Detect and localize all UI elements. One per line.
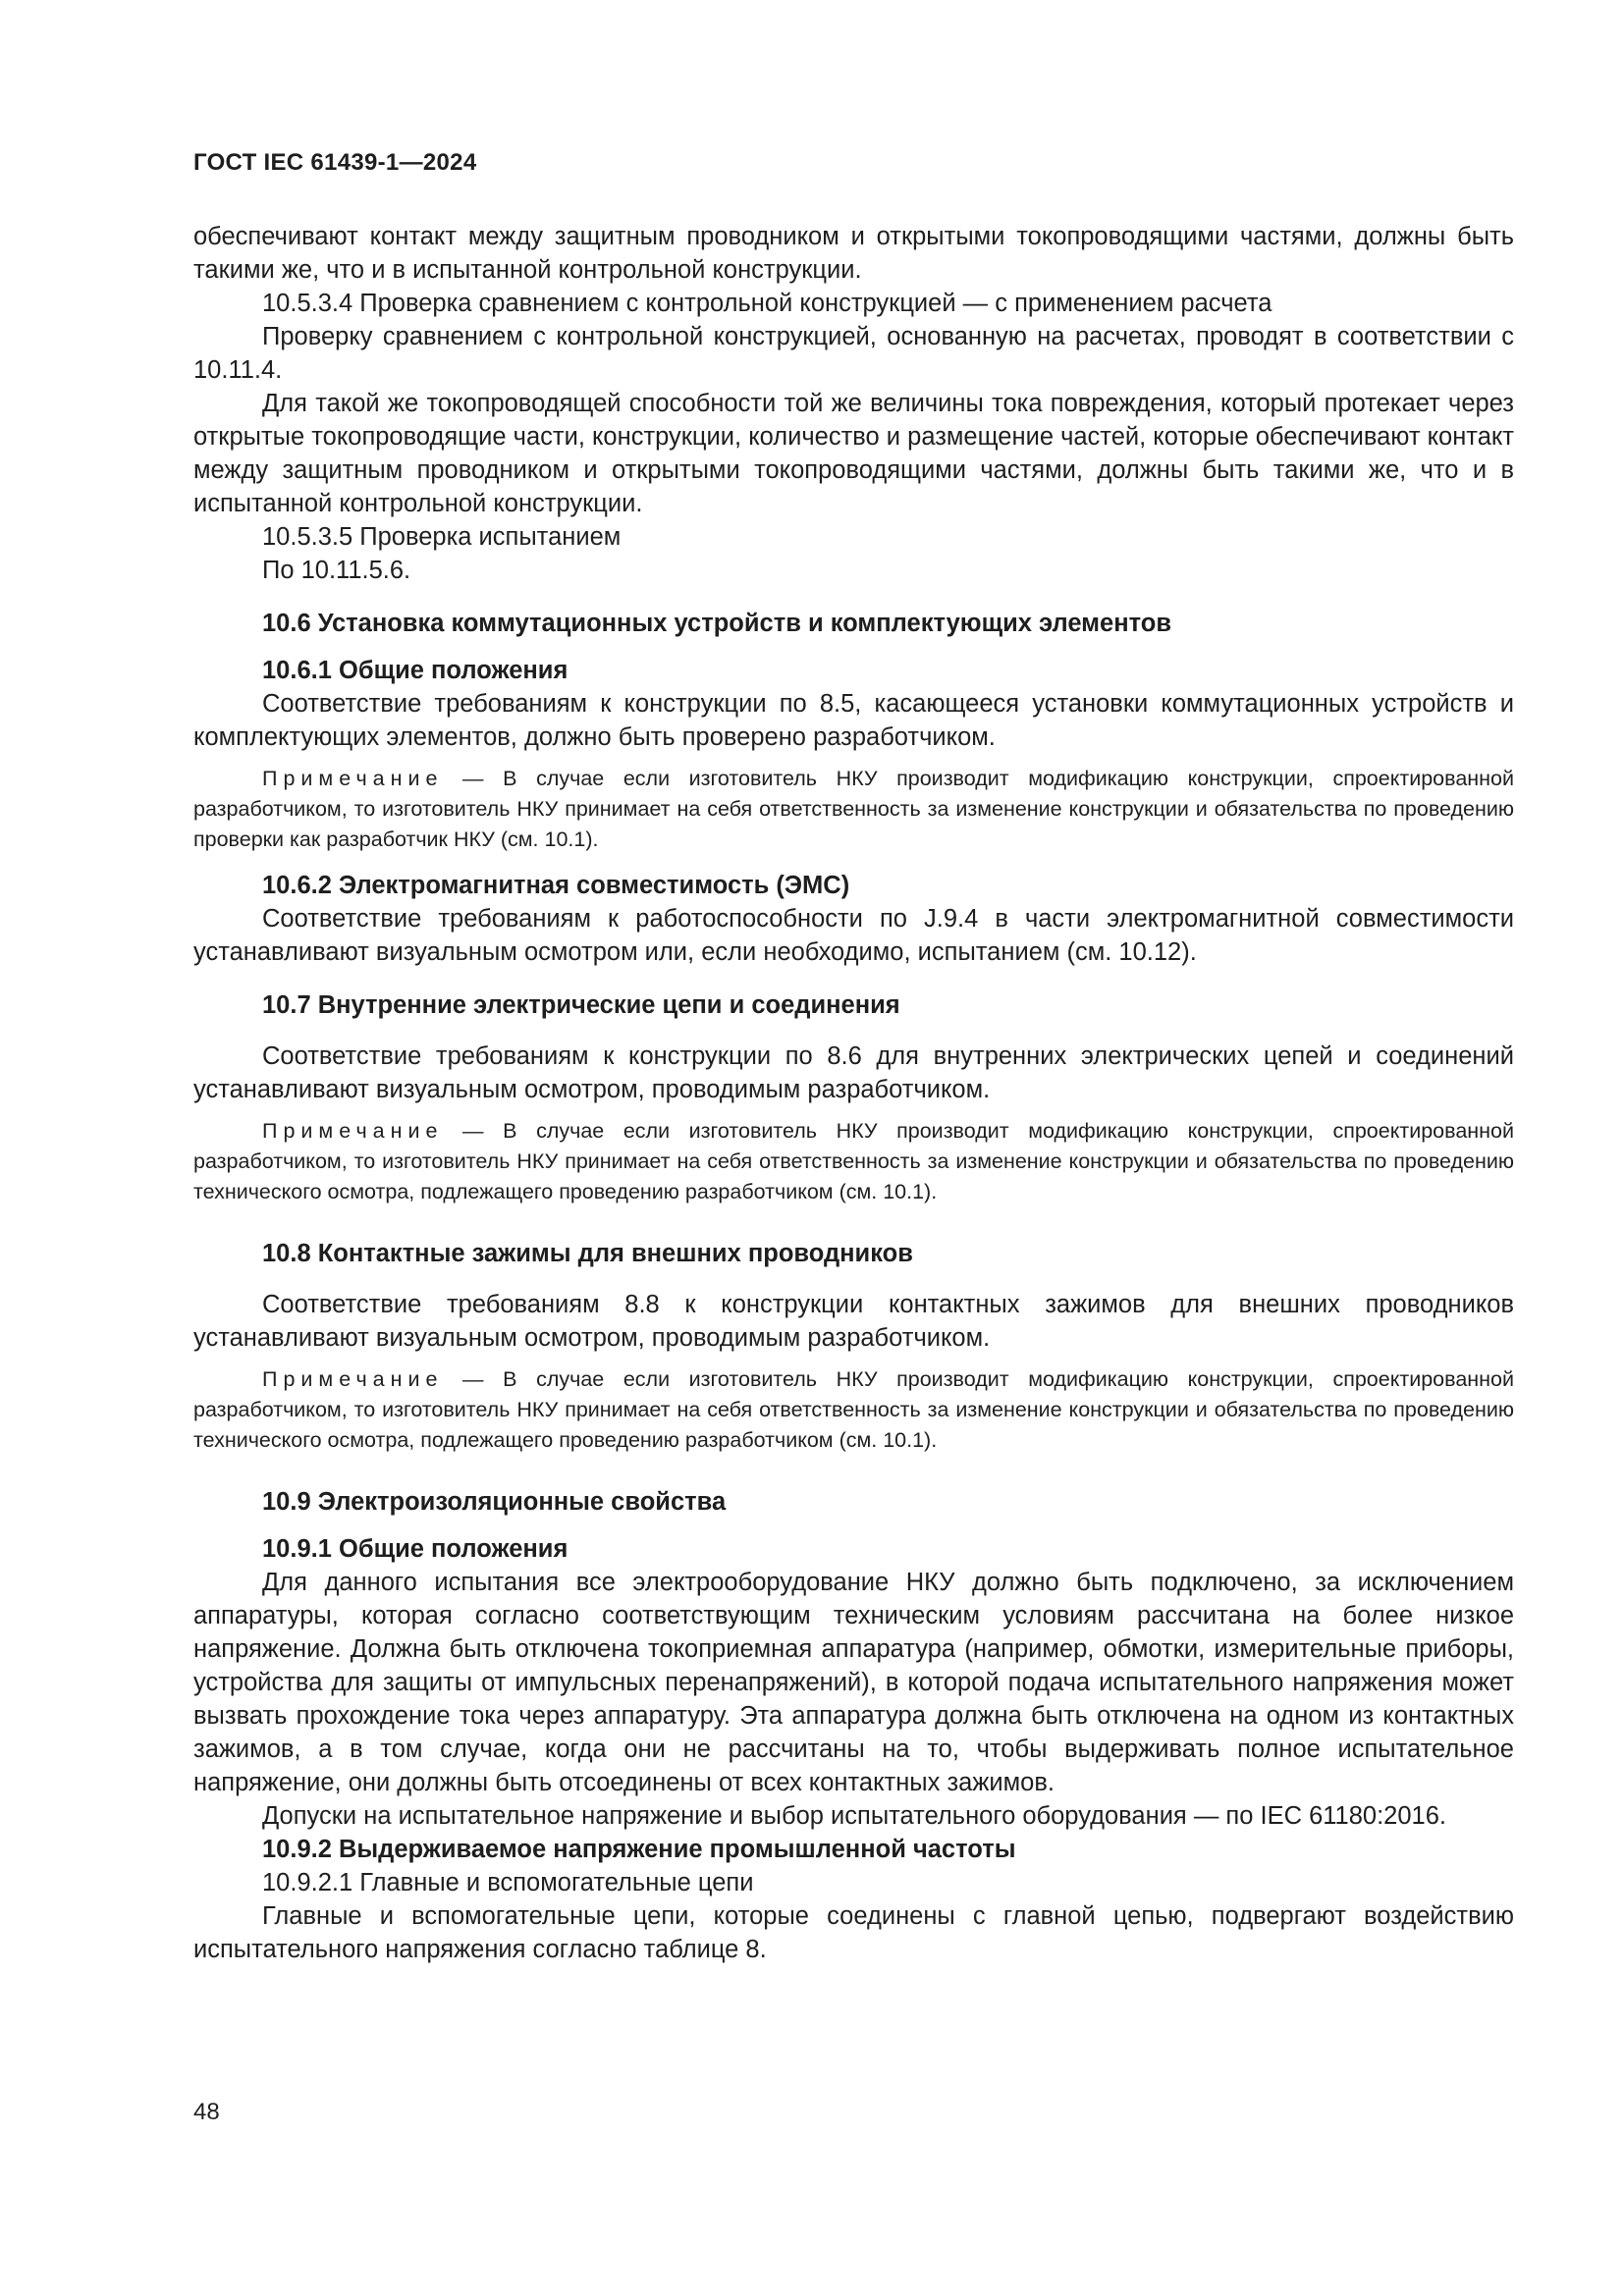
note-label: Примечание bbox=[262, 1119, 444, 1143]
subsection-heading: 10.9.2 Выдерживаемое напряжение промышленной частоты bbox=[262, 1836, 1016, 1863]
note-text: — В случае если изготовитель НКУ производит модификацию конструкции, спроектированной разработчиком, то изготовитель НКУ принимает на себя ответственность за изменение конструкции и обязательства по проведению технического осмотра, подлежащего проведению разработчиком (см. 10.1). bbox=[193, 1119, 1514, 1203]
paragraph: Допуски на испытательное напряжение и выбор испытательного оборудования — по IEC 61180:2016. bbox=[262, 1802, 1446, 1830]
paragraph: По 10.11.5.6. bbox=[262, 557, 411, 584]
paragraph: Соответствие требованиям к работоспособности по J.9.4 в части электромагнитной совместимости устанавливают визуальным осмотром или, если необходимо, испытанием (см. 10.12). bbox=[193, 905, 1514, 966]
page-number: 48 bbox=[193, 2099, 220, 2125]
section-heading: 10.6 Установка коммутационных устройств и комплектующих элементов bbox=[262, 610, 1172, 637]
paragraph: обеспечивают контакт между защитным проводником и открытыми токопроводящими частями, должны быть такими же, что и в испытанной контрольной конструкции. bbox=[193, 223, 1514, 284]
subsection-heading: 10.9.1 Общие положения bbox=[262, 1535, 568, 1563]
section-heading: 10.7 Внутренние электрические цепи и соединения bbox=[262, 991, 900, 1019]
paragraph: Для такой же токопроводящей способности той же величины тока повреждения, который протекает через открытые токопроводящие части, конструкции, количество и размещение частей, которые обеспечивают контакт между защитным проводником и открытыми токопроводящими частями, должны быть такими же, что и в испытанной контрольной конструкции. bbox=[193, 390, 1514, 517]
paragraph: 10.5.3.5 Проверка испытанием bbox=[262, 523, 622, 551]
paragraph: Главные и вспомогательные цепи, которые соединены с главной цепью, подвергают воздействию испытательного напряжения согласно таблице 8. bbox=[193, 1902, 1514, 1963]
note-text: — В случае если изготовитель НКУ производит модификацию конструкции, спроектированной разработчиком, то изготовитель НКУ принимает на себя ответственность за изменение конструкции и обязательства по проведению технического осмотра, подлежащего проведению разработчиком (см. 10.1). bbox=[193, 1367, 1514, 1452]
paragraph: Соответствие требованиям к конструкции по 8.6 для внутренних электрических цепей и соединений устанавливают визуальным осмотром, проводимым разработчиком. bbox=[193, 1042, 1514, 1103]
paragraph: 10.9.2.1 Главные и вспомогательные цепи bbox=[262, 1869, 754, 1896]
paragraph: Соответствие требованиям 8.8 к конструкции контактных зажимов для внешних проводников устанавливают визуальным осмотром, проводимым разработчиком. bbox=[193, 1291, 1514, 1352]
paragraph: 10.5.3.4 Проверка сравнением с контрольной конструкцией — с применением расчета bbox=[262, 290, 1272, 317]
note-label: Примечание bbox=[262, 767, 444, 790]
note-text: — В случае если изготовитель НКУ производит модификацию конструкции, спроектированной разработчиком, то изготовитель НКУ принимает на себя ответственность за изменение конструкции и обязательства по проведению проверки как разработчик НКУ (см. 10.1). bbox=[193, 767, 1514, 851]
document-body bbox=[193, 220, 1514, 1966]
note bbox=[193, 1364, 1514, 1456]
note bbox=[193, 1116, 1514, 1207]
section-heading: 10.8 Контактные зажимы для внешних проводников bbox=[262, 1240, 913, 1267]
note bbox=[193, 764, 1514, 855]
note-label: Примечание bbox=[262, 1367, 444, 1391]
paragraph: Соответствие требованиям к конструкции по 8.5, касающееся установки коммутационных устройств и комплектующих элементов, должно быть проверено разработчиком. bbox=[193, 690, 1514, 751]
document-header: ГОСТ IEC 61439-1—2024 bbox=[193, 149, 477, 176]
paragraph: Для данного испытания все электрооборудование НКУ должно быть подключено, за исключением аппаратуры, которая согласно соответствующим техническим условиям рассчитана на более низкое напряжение. Должна быть отключена токоприемная аппаратура (например, обмотки, измерительные приборы, устройства для защиты от импульсных перенапряжений), в которой подача испытательного напряжения может вызвать прохождение тока через аппаратуру. Эта аппаратура должна быть отключена на одном из контактных зажимов, а в том случае, когда они не рассчитаны на то, чтобы выдерживать полное испытательное напряжение, они должны быть отсоединены от всех контактных зажимов. bbox=[193, 1569, 1514, 1796]
subsection-heading: 10.6.2 Электромагнитная совместимость (ЭМС) bbox=[262, 872, 850, 899]
paragraph: Проверку сравнением с контрольной конструкцией, основанную на расчетах, проводят в соответствии с 10.11.4. bbox=[193, 323, 1514, 384]
subsection-heading: 10.6.1 Общие положения bbox=[262, 657, 568, 684]
section-heading: 10.9 Электроизоляционные свойства bbox=[262, 1488, 727, 1516]
